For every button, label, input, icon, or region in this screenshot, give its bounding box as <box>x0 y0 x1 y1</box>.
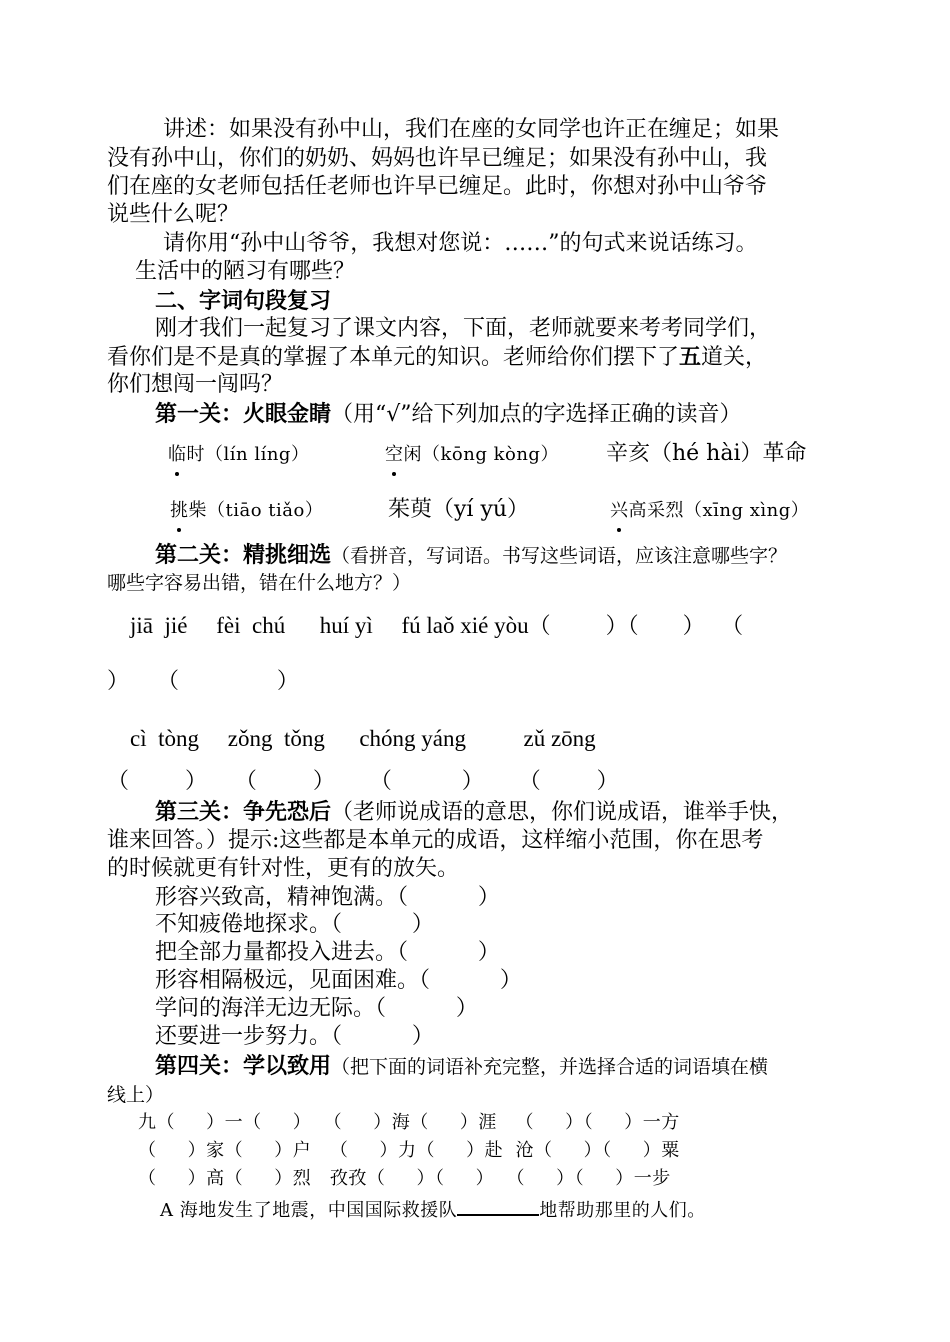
pinyin-choice-3: 辛亥（hé hài）革命 <box>606 441 807 466</box>
pinyin-choice-6: 兴高采烈（xīng xìng） <box>610 500 810 521</box>
answer-parens-2: （ ） （ ） （ ） （ ） <box>107 769 619 794</box>
section2-line-2: 看你们是不是真的掌握了本单元的知识。老师给你们摆下了五道关， <box>107 344 768 370</box>
level1-heading <box>155 400 742 429</box>
idiom-item: 不知疲倦地探求。（ ） <box>155 912 434 937</box>
fill-idiom-row: （ ）高（ ）烈 孜孜（ ）（ ） （ ）（ ）一步 <box>138 1168 671 1189</box>
fill-idiom-row: （ ）家（ ）户 （ ）力（ ）赴 沧（ ）（ ）粟 <box>138 1140 680 1161</box>
idiom-item: 形容兴致高，精神饱满。（ ） <box>155 885 500 910</box>
pinyin-row-2: cì tòng zǒng tǒng chóng yáng zǔ zōng <box>130 726 596 751</box>
level3-instruction-3: 的时候就更有针对性，更有的放矢。 <box>107 856 460 881</box>
intro-line-5: 请你用“孙中山爷爷，我想对您说：……”的句式来说话练习。 <box>163 231 758 256</box>
intro-line-3: 们在座的女老师包括任老师也许早已缠足。此时，你想对孙中山爷爷 <box>107 174 768 199</box>
answer-parens-1: （ ）（ ） （ <box>528 613 744 638</box>
level3-instruction-1: （老师说成语的意思，你们说成语，谁举手快， <box>331 800 794 825</box>
pinyin-row-1: jiā jié fèi chú huí yì fú laǒ xié yòu（ ）（ ） （ <box>130 613 744 638</box>
level2-instruction-2: 哪些字容易出错，错在什么地方？） <box>107 572 412 594</box>
pinyin-choice-4: 挑柴（tiāo tiǎo） <box>170 500 324 521</box>
level3-title: 第三关：争先恐后 <box>155 799 332 825</box>
idiom-item: 学问的海洋无边无际。（ ） <box>155 996 478 1021</box>
level1-instruction: （用“√”给下列加点的字选择正确的读音） <box>331 402 742 427</box>
section2-line-3: 你们想闯一闯吗？ <box>107 372 284 397</box>
intro-line-6: 生活中的陋习有哪些？ <box>135 259 356 284</box>
dotted-char: 兴 <box>610 500 629 521</box>
level2-instruction-1: （看拼音，写词语。书写这些词语，应该注意哪些字？ <box>331 545 788 567</box>
idiom-item: 把全部力量都投入进去。（ ） <box>155 940 500 965</box>
dotted-char: 临 <box>168 444 187 465</box>
level4-instruction-1: （把下面的词语补充完整，并选择合适的词语填在横 <box>331 1056 769 1078</box>
level3-heading <box>155 798 793 827</box>
pinyin-choice-2: 空闲（kōng kòng） <box>385 444 559 465</box>
answer-parens-1b: ） （ ） <box>107 669 299 694</box>
dotted-char: 空 <box>385 444 404 465</box>
section-heading: 二、字词句段复习 <box>155 288 332 314</box>
answer-blank[interactable] <box>457 1196 539 1216</box>
level2-title: 第二关：精挑细选 <box>155 542 332 568</box>
level2-heading <box>155 541 787 570</box>
level1-title: 第一关：火眼金睛 <box>155 401 332 427</box>
fill-sentence-a: A 海地发生了地震，中国国际救援队 地帮助那里的人们。 <box>160 1196 706 1223</box>
idiom-item: 还要进一步努力。（ ） <box>155 1024 434 1049</box>
intro-line-2: 没有孙中山，你们的奶奶、妈妈也许早已缠足；如果没有孙中山，我 <box>107 146 768 171</box>
idiom-item: 形容相隔极远，见面困难。（ ） <box>155 968 522 993</box>
level3-instruction-2: 谁来回答。）提示:这些都是本单元的成语，这样缩小范围，你在思考 <box>107 828 764 853</box>
dotted-char: 挑 <box>170 500 189 521</box>
fill-idiom-row: 九（ ）一（ ） （ ）海（ ）涯 （ ）（ ）一方 <box>138 1112 680 1133</box>
emphasis-five: 五 <box>679 344 702 370</box>
level4-heading <box>155 1052 768 1081</box>
intro-line-1: 讲述：如果没有孙中山，我们在座的女同学也许正在缠足；如果 <box>163 117 780 142</box>
pinyin-choice-1: 临时（lín líng） <box>168 444 310 465</box>
level4-title: 第四关：学以致用 <box>155 1053 332 1079</box>
pinyin-choice-5: 茱萸（yí yú） <box>388 497 530 522</box>
section2-line-1: 刚才我们一起复习了课文内容，下面，老师就要来考考同学们， <box>155 316 772 341</box>
level4-instruction-2: 线上） <box>107 1084 165 1106</box>
intro-line-4: 说些什么呢？ <box>107 202 240 227</box>
